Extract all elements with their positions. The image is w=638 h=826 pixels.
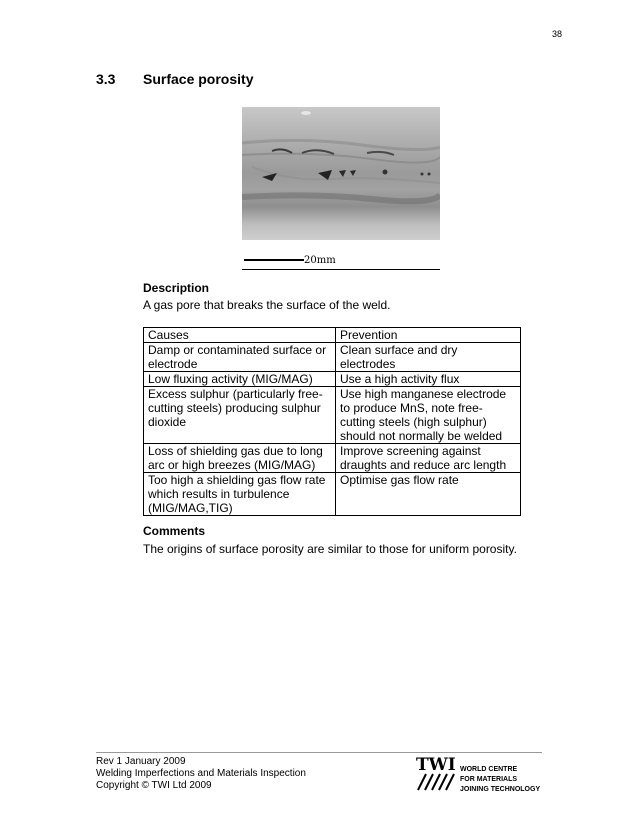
description-heading: Description: [143, 281, 210, 295]
causes-prevention-table: [143, 327, 521, 516]
table-header-row: [144, 328, 521, 343]
table-row: [144, 387, 521, 444]
cause-cell: Excess sulphur (particularly free-cutting steels) producing sulphur dioxide: [144, 387, 336, 444]
comments-text: The origins of surface porosity are similar to those for uniform porosity.: [143, 542, 517, 556]
cause-cell: Too high a shielding gas flow rate which results in turbulence (MIG/MAG,TIG): [144, 473, 336, 516]
table-row: [144, 372, 521, 387]
cause-cell: Damp or contaminated surface or electrode: [144, 343, 336, 372]
footer-revision: Rev 1 January 2009: [96, 756, 186, 767]
twi-tagline-line3: JOINING TECHNOLOGY: [460, 786, 541, 793]
footer-text: [96, 756, 306, 792]
column-header-prevention: Prevention: [336, 328, 521, 343]
scale-bar-area: [242, 252, 440, 270]
prevention-cell: Improve screening against draughts and reduce arc length: [336, 444, 521, 473]
comments-heading: Comments: [143, 524, 206, 538]
twi-logo-text: TWI: [416, 755, 456, 775]
twi-tagline-line1: WORLD CENTRE: [460, 766, 518, 773]
prevention-cell: Use high manganese electrode to produce MnS, note free-cutting steels (high sulphur) should not normally be welded: [336, 387, 521, 444]
footer-document-title: Welding Imperfections and Materials Inspection: [96, 768, 306, 779]
table-row: [144, 343, 521, 372]
prevention-cell: Optimise gas flow rate: [336, 473, 521, 516]
cause-cell: Low fluxing activity (MIG/MAG): [144, 372, 336, 387]
footer-copyright: Copyright © TWI Ltd 2009: [96, 780, 212, 791]
section-title: Surface porosity: [143, 71, 254, 87]
table-row: [144, 444, 521, 473]
twi-logo: [415, 754, 465, 794]
section-number: 3.3: [96, 71, 116, 87]
prevention-cell: Use a high activity flux: [336, 372, 521, 387]
column-header-causes: Causes: [144, 328, 336, 343]
page-number: 38: [552, 29, 563, 39]
footer-divider: [96, 752, 542, 753]
twi-tagline-line2: FOR MATERIALS: [460, 776, 518, 783]
description-text: A gas pore that breaks the surface of the weld.: [143, 298, 391, 312]
twi-logo-mark: [418, 774, 454, 790]
cause-cell: Loss of shielding gas due to long arc or high breezes (MIG/MAG): [144, 444, 336, 473]
table-row: [144, 473, 521, 516]
scale-label: 20mm: [304, 255, 336, 266]
prevention-cell: Clean surface and dry electrodes: [336, 343, 521, 372]
twi-tagline: [460, 765, 540, 795]
weld-surface-porosity-photo: [242, 107, 440, 240]
scale-bar: [244, 259, 304, 261]
